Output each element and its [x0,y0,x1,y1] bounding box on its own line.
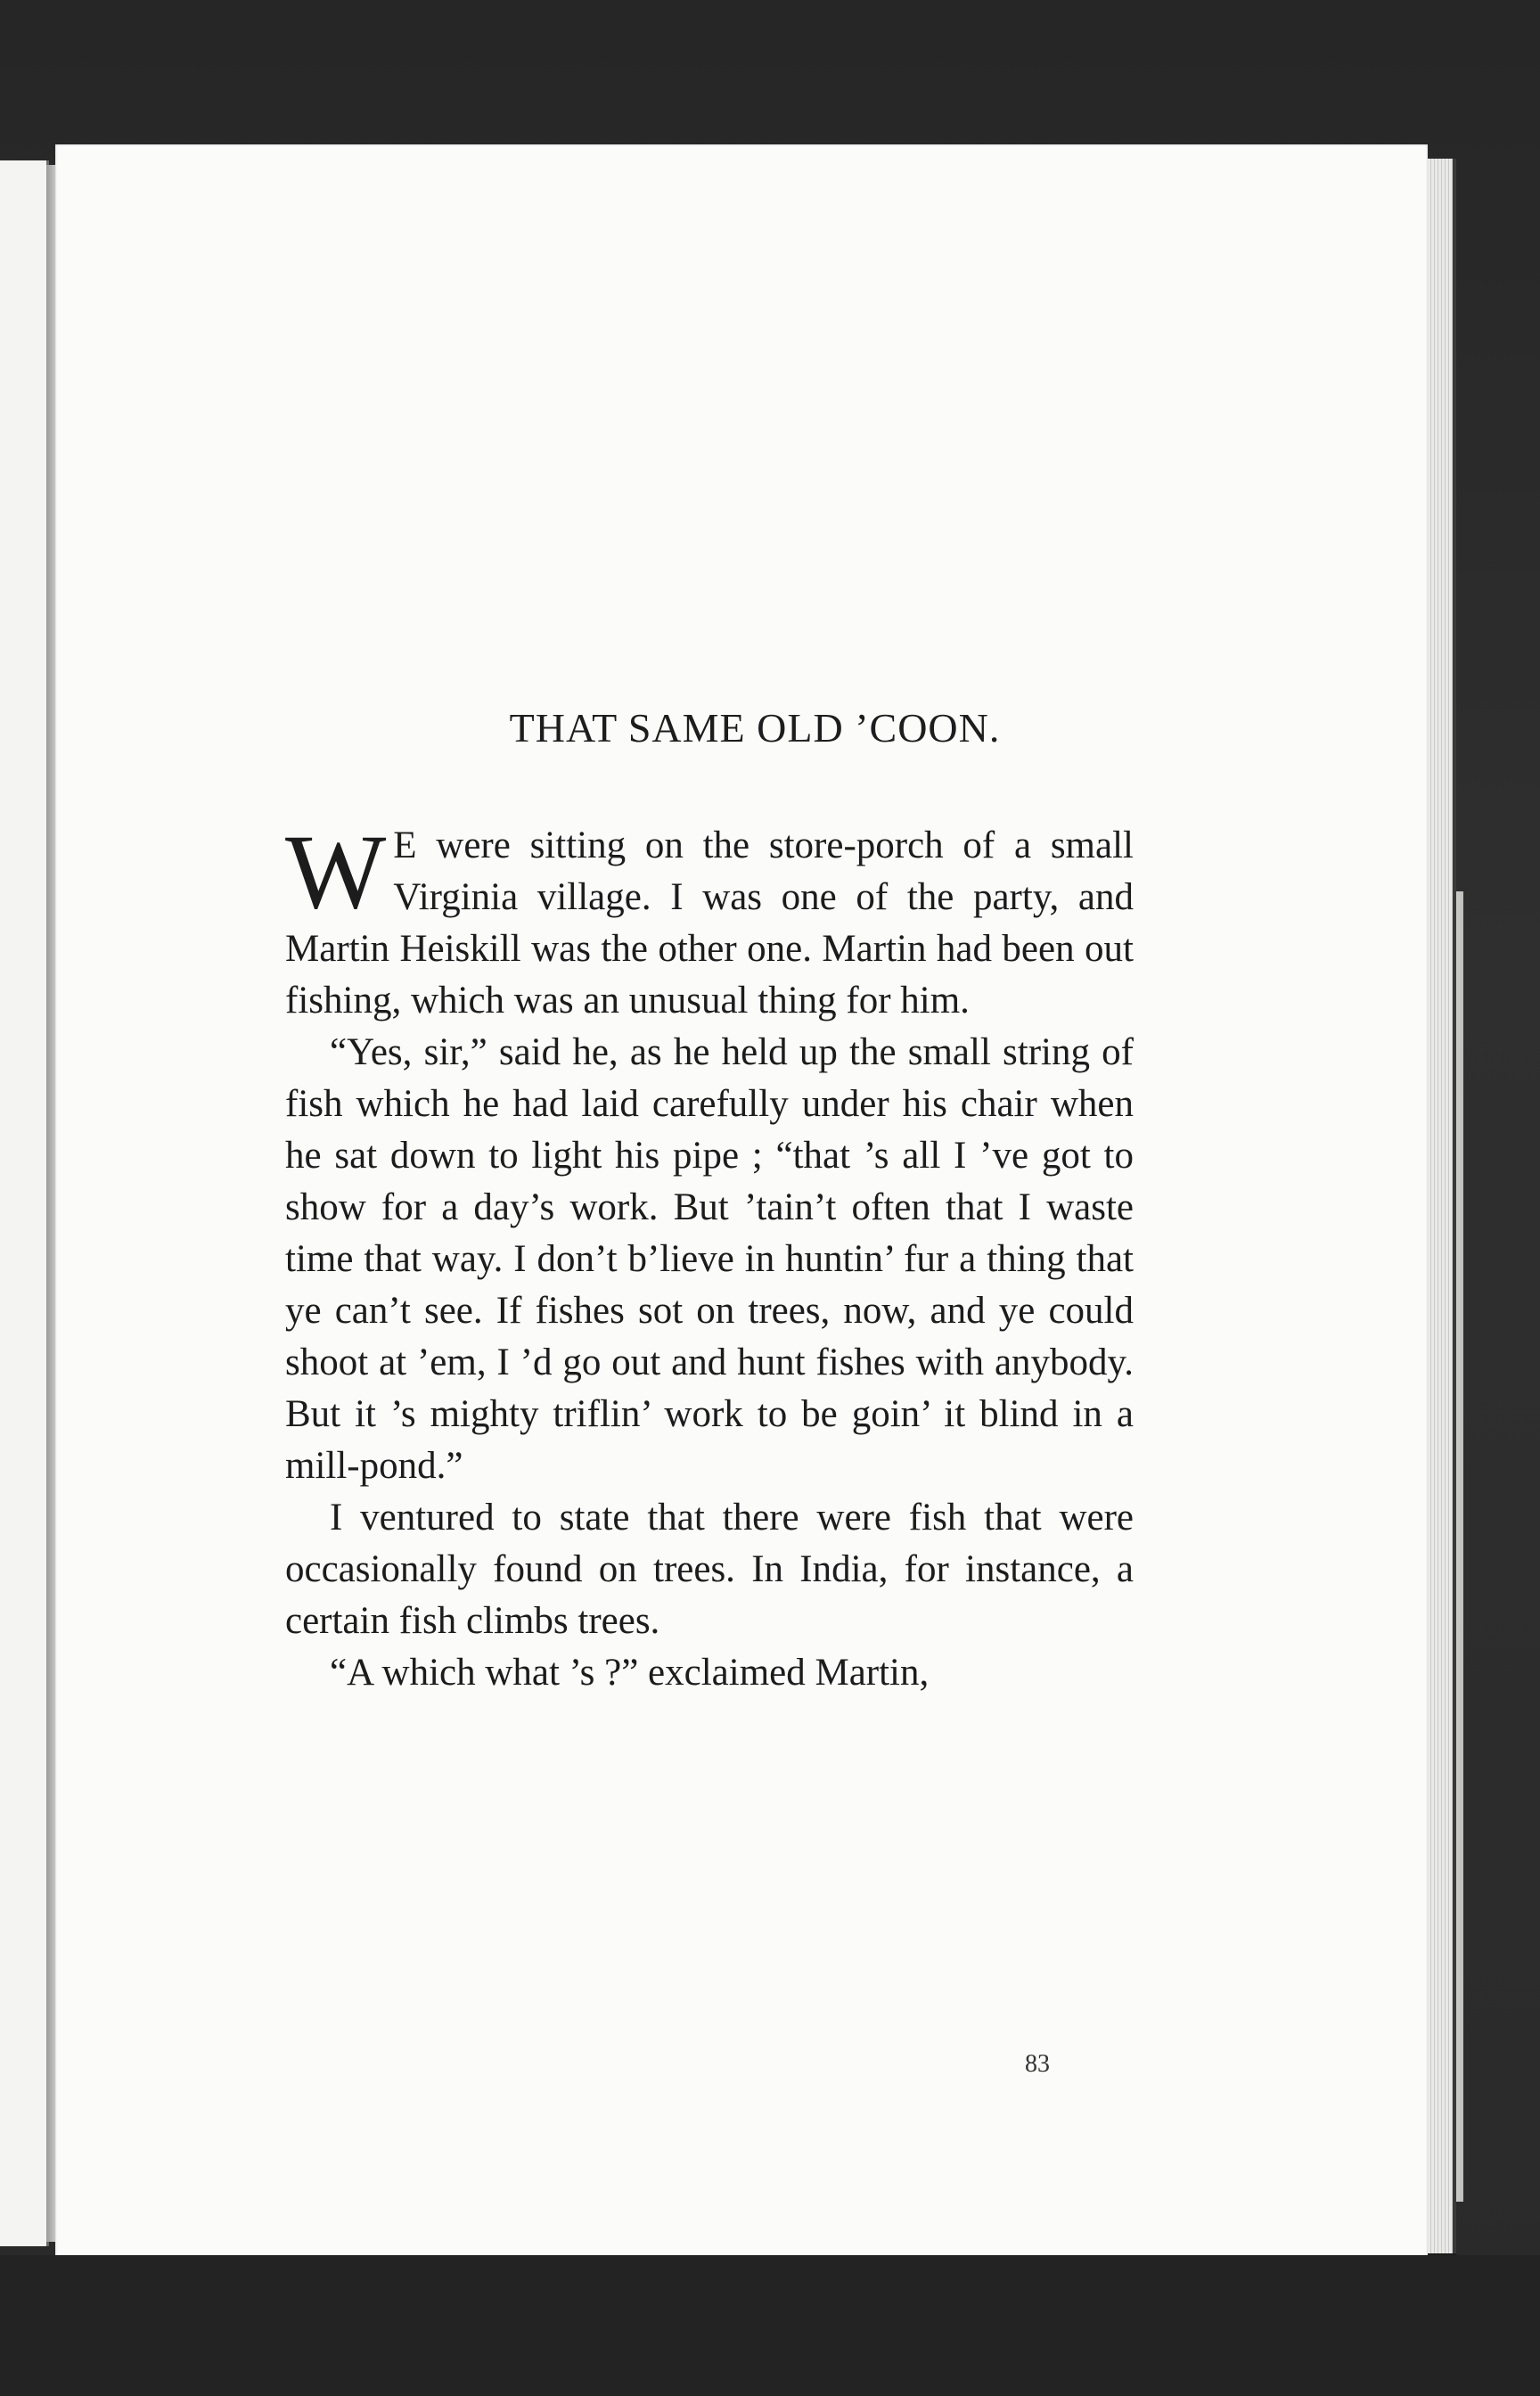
page-number: 83 [1025,2050,1050,2078]
paragraph-1 [285,812,1134,1027]
paragraph-2: “Yes, sir,” said he, as he held up the small string of fish which he had laid carefully under his chair when he sat down to light his pipe ; “that ’s all I ’ve got to show for a day’s work. But ’tain’t often that I waste time that way. I don’t b’lieve in huntin’ fur a thing that ye can’t see. If fishes sot on trees, now, and ye could shoot at ’em, I ’d go out and hunt fishes with anybody. But it ’s mighty triflin’ work to be goin’ it blind in a mill-pond.” [285,1031,1134,1487]
chapter-title: THAT SAME OLD ’COON. [509,705,1001,751]
body-text [285,812,1134,1699]
paragraph-1-text: E were sitting on the store-porch of a small Virginia village. I was one of the party, and Martin Heiskill was the other one. Martin had been out fishing, which was an unusual thing for him. [285,825,1134,1022]
book-page [55,144,1428,2259]
paragraph-3: I ventured to state that there were fish that were occasionally found on trees. In India, for instance, a certain fish climbs trees. [285,1497,1134,1642]
paragraph-4: “A which what ’s ?” exclaimed Martin, [330,1652,930,1694]
drop-cap: W [285,812,387,931]
previous-page-edge [0,160,49,2246]
scan-background-bottom [0,2255,1540,2396]
